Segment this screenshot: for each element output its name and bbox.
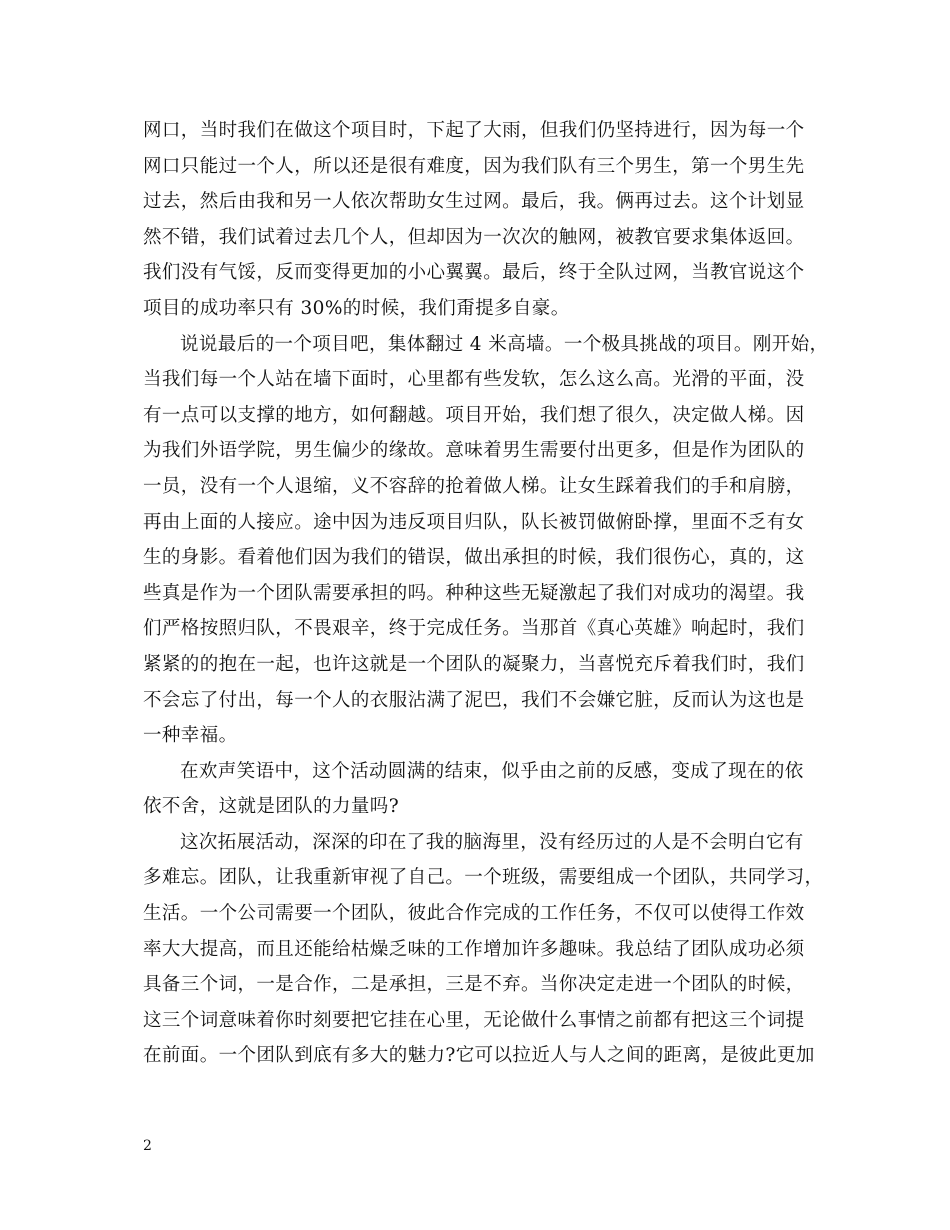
text-line: 不会忘了付出，每一个人的衣服沾满了泥巴，我们不会嫌它脏，反而认为这也是 <box>143 689 805 711</box>
text-line: 具备三个词，一是合作，二是承担，三是不弃。当你决定走进一个团队的时候， <box>143 974 805 996</box>
page-number: 2 <box>143 1138 152 1154</box>
text-line: 为我们外语学院，男生偏少的缘故。意味着男生需要付出更多，但是作为团队的 <box>143 440 805 462</box>
text-line: 率大大提高，而且还能给枯燥乏味的工作增加许多趣味。我总结了团队成功必须 <box>143 938 805 960</box>
text-line: 生的身影。看着他们因为我们的错误，做出承担的时候，我们很伤心，真的，这 <box>143 547 805 569</box>
text-line: 当我们每一个人站在墙下面时，心里都有些发软，怎么这么高。光滑的平面，没 <box>143 369 805 391</box>
text-line: 些真是作为一个团队需要承担的吗。种种这些无疑激起了我们对成功的渴望。我 <box>143 582 805 604</box>
text-line: 一种幸福。 <box>143 725 238 747</box>
text-line: 我们没有气馁，反而变得更加的小心翼翼。最后，终于全队过网，当教官说这个 <box>143 262 805 284</box>
text-line: 们严格按照归队，不畏艰辛，终于完成任务。当那首《真心英雄》响起时，我们 <box>143 618 805 640</box>
text-line: 网口，当时我们在做这个项目时，下起了大雨，但我们仍坚持进行，因为每一个 <box>143 120 805 141</box>
text-line: 说说最后的一个项目吧，集体翻过 4 米高墙。一个极具挑战的项目。刚开始， <box>180 333 829 355</box>
text-line: 生活。一个公司需要一个团队，彼此合作完成的工作任务，不仅可以使得工作效 <box>143 903 805 925</box>
text-line: 项目的成功率只有 30%的时候，我们甭提多自豪。 <box>143 297 570 319</box>
text-line: 然不错，我们试着过去几个人，但却因为一次次的触网，被教官要求集体返回。 <box>143 226 805 248</box>
text-line: 一员，没有一个人退缩，义不容辞的抢着做人梯。让女生踩着我们的手和肩膀， <box>143 475 805 497</box>
text-line: 网口只能过一个人，所以还是很有难度，因为我们队有三个男生，第一个男生先 <box>143 155 805 177</box>
text-line: 过去，然后由我和另一人依次帮助女生过网。最后，我。俩再过去。这个计划显 <box>143 191 805 213</box>
text-line: 再由上面的人接应。途中因为违反项目归队，队长被罚做俯卧撑，里面不乏有女 <box>143 511 805 533</box>
text-line: 多难忘。团队，让我重新审视了自己。一个班级，需要组成一个团队，共同学习， <box>143 867 824 889</box>
text-line: 依不舍，这就是团队的力量吗? <box>143 796 400 818</box>
text-line: 在前面。一个团队到底有多大的魅力?它可以拉近人与人之间的距离，是彼此更加 <box>143 1045 815 1067</box>
body-text <box>143 113 833 1074</box>
text-line: 这次拓展活动，深深的印在了我的脑海里，没有经历过的人是不会明白它有 <box>180 831 804 853</box>
text-line: 这三个词意味着你时刻要把它挂在心里，无论做什么事情之前都有把这三个词提 <box>143 1009 805 1031</box>
text-line: 在欢声笑语中，这个活动圆满的结束，似乎由之前的反感，变成了现在的依 <box>180 760 804 782</box>
text-line: 紧紧的的抱在一起，也许这就是一个团队的凝聚力，当喜悦充斥着我们时，我们 <box>143 653 805 675</box>
text-line: 有一点可以支撑的地方，如何翻越。项目开始，我们想了很久，决定做人梯。因 <box>143 404 805 426</box>
